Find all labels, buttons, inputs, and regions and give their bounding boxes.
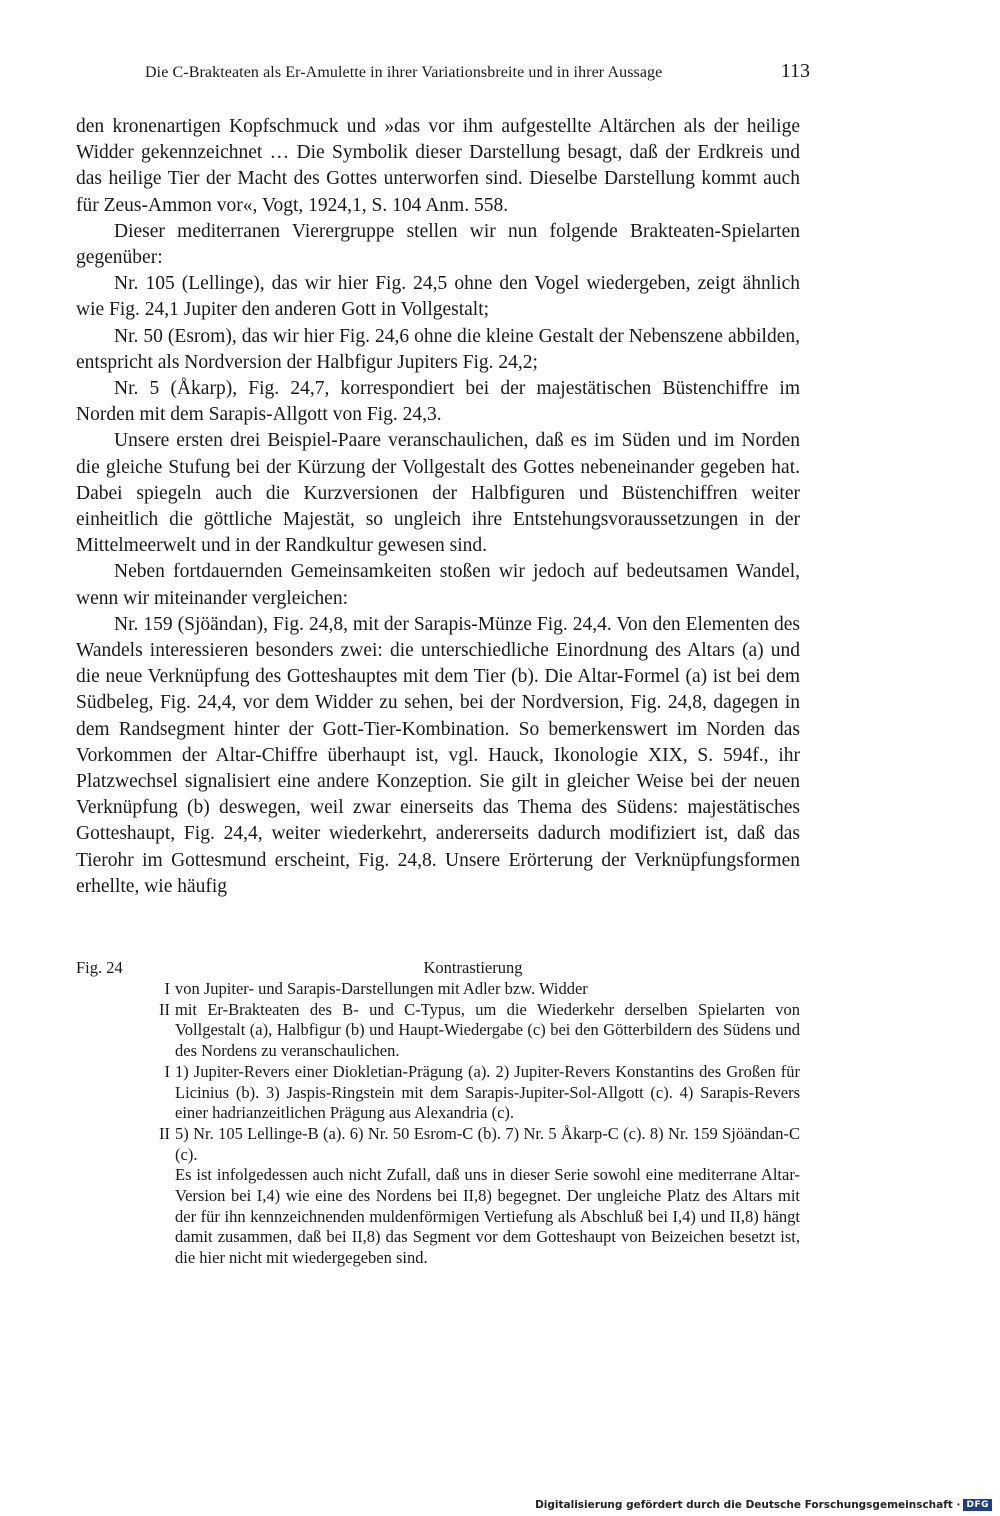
caption-row — [76, 1124, 800, 1165]
figure-title: Kontrastierung — [423, 958, 523, 977]
page-number: 113 — [780, 60, 810, 82]
running-header — [145, 60, 810, 86]
caption-closing-text: Es ist infolgedessen auch nicht Zufall, daß uns in dieser Serie sowohl eine mediterrane Altar-Version bei I,4) wie eine des Nordens bei II,8) begegnet. Der ungleiche Platz des Altars mit der für ihn kennzeichnenden muldenförmigen Vertiefung als Abschluß bei I,4) und II,8) hängt damit zusammen, daß bei II,8) das Segment vor dem Gotteshaupt von Beizeichen besetzt ist, die hier nicht mit wiedergegeben sind. — [175, 1165, 800, 1268]
paragraph: Dieser mediterranen Vierergruppe stellen wir nun folgende Brakteaten-Spielarten gegenüber: — [76, 220, 800, 269]
paragraph: Neben fortdauernden Gemeinsamkeiten stoßen wir jedoch auf bedeutsamen Wandel, wenn wir miteinander vergleichen: — [76, 561, 800, 609]
paragraph: Unsere ersten drei Beispiel-Paare veranschaulichen, daß es im Süden und im Norden die gleiche Stufung bei der Kürzung der Vollgestalt des Gottes nebeneinander gegeben hat. Dabei spiegeln auch die Kurzversionen der Halbfiguren und Büstenchiffren weiter einheitlich die göttliche Majestät, so ungleich ihre Entstehungsvoraussetzungen in der Mittelmeerwelt und in der Randkultur gewesen sind. — [76, 430, 800, 557]
caption-row-number: II — [159, 999, 170, 1019]
caption-row — [76, 979, 800, 1000]
caption-row-text: mit Er-Brakteaten des B- und C-Typus, um die Wiederkehr derselben Spielarten von Vollgestalt (a), Halbfigur (b) und Haupt-Wiedergabe (c) bei den Götterbildern des Südens und des Nordens zu veranschaulichen. — [175, 999, 800, 1061]
paragraph: Nr. 159 (Sjöändan), Fig. 24,8, mit der Sarapis-Münze Fig. 24,4. Von den Elementen des Wandels interessieren besonders zwei: die unterschiedliche Einordnung des Altars (a) und die neue Verknüpfung des Gotteshauptes mit dem Tier (b). Die Altar-Formel (a) ist bei dem Südbeleg, Fig. 24,4, vor dem Widder zu sehen, bei der Nordversion, Fig. 24,8, dagegen in dem Randsegment hinter der Gott-Tier-Kombination. So bemerkenswert im Norden das Vorkommen der Altar-Chiffre überhaupt ist, vgl. Hauck, Ikonologie XIX, S. 594f., ihr Platzwechsel signalisiert eine andere Konzeption. Sie gilt in gleicher Weise bei der neuen Verknüpfung (b) deswegen, weil zwar einerseits das Thema des Südens: majestätisches Gotteshaupt, Fig. 24,4, weiter wiederkehrt, andererseits dadurch modifiziert ist, daß das Tierohr im Gottesmund erscheint, Fig. 24,8. Unsere Erörterung der Verknüpfungsformen erhellte, wie häufig — [76, 613, 800, 897]
caption-row-text: 1) Jupiter-Revers einer Diokletian-Prägung (a). 2) Jupiter-Revers Konstantins des Großen für Licinius (b). 3) Jaspis-Ringstein mit dem Sarapis-Jupiter-Sol-Allgott (c). 4) Sarapis-Revers einer hadrianzeitlichen Prägung aus Alexandria (c). — [175, 1061, 800, 1123]
paragraph: Nr. 50 (Esrom), das wir hier Fig. 24,6 ohne die kleine Gestalt der Nebenszene abbilden, entspricht als Nordversion der Halbfigur Jupiters Fig. 24,2; — [76, 325, 800, 373]
paragraph: Nr. 105 (Lellinge), das wir hier Fig. 24,5 ohne den Vogel wiedergeben, zeigt ähnlich wie Fig. 24,1 Jupiter den anderen Gott in Vollgestalt; — [76, 273, 800, 321]
caption-row-number: I — [164, 979, 170, 998]
footer-text: Digitalisierung gefördert durch die Deutsche Forschungsgemeinschaft · — [535, 1499, 961, 1511]
caption-row — [76, 1062, 800, 1124]
paragraph: Nr. 5 (Åkarp), Fig. 24,7, korrespondiert bei der majestätischen Büstenchiffre im Norden mit dem Sarapis-Allgott von Fig. 24,3. — [76, 378, 800, 426]
figure-label: Fig. 24 — [76, 958, 123, 977]
digitization-footer — [535, 1497, 992, 1513]
dfg-logo-icon: DFG — [963, 1499, 992, 1511]
caption-row-text: 5) Nr. 105 Lellinge-B (a). 6) Nr. 50 Esrom-C (b). 7) Nr. 5 Åkarp-C (c). 8) Nr. 159 Sjöändan-C (c). — [175, 1123, 800, 1164]
caption-row — [76, 1000, 800, 1062]
figure-caption — [76, 958, 800, 1269]
caption-row-text: von Jupiter- und Sarapis-Darstellungen mit Adler bzw. Widder — [175, 979, 588, 998]
caption-header — [76, 958, 800, 979]
body-text — [76, 114, 800, 900]
paragraph: den kronenartigen Kopfschmuck und »das vor ihm aufgestellte Altärchen als der heilige Widder gekennzeichnet … Die Symbolik dieser Darstellung besagt, daß der Erdkreis und das heilige Tier der Macht des Gottes unterworfen sind. Dieselbe Darstellung kommt auch für Zeus-Ammon vor«, Vogt, 1924,1, S. 104 Anm. 558. — [76, 116, 800, 216]
caption-row-number: II — [159, 1123, 170, 1143]
running-title: Die C-Brakteaten als Er-Amulette in ihrer Variationsbreite und in ihrer Aussage — [145, 64, 663, 81]
caption-row-number: I — [164, 1061, 170, 1081]
